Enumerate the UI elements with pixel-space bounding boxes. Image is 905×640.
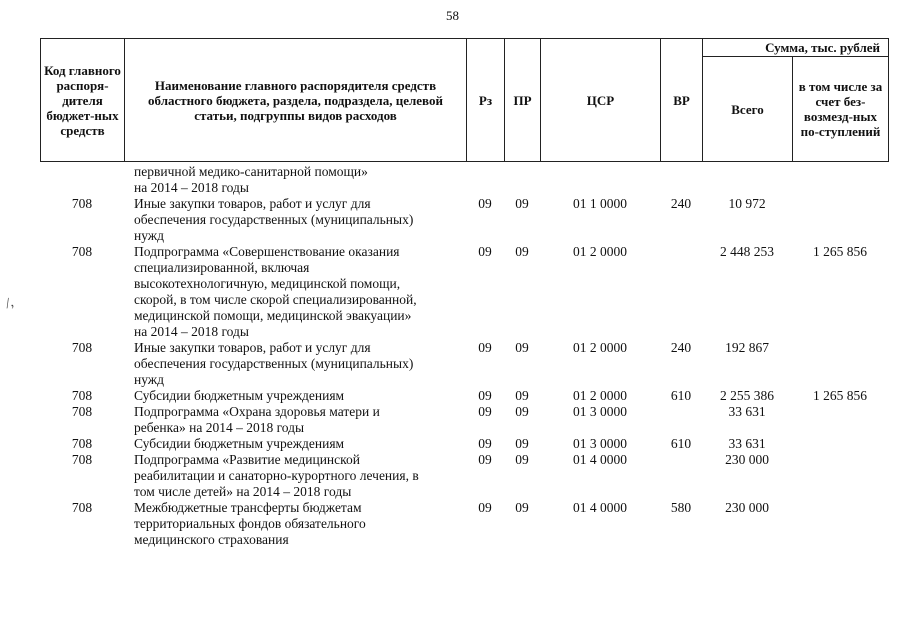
row-csr: 01 4 0000	[573, 500, 627, 515]
row-name	[124, 244, 466, 340]
header-total: Всего	[703, 57, 793, 162]
row-name	[124, 388, 466, 404]
row-rz: 09	[478, 404, 492, 419]
row-code: 708	[71, 436, 93, 451]
table-row	[40, 452, 888, 500]
row-vr: 240	[670, 340, 692, 355]
row-csr	[540, 164, 660, 196]
row-rz: 09	[478, 196, 492, 211]
row-total: 230 000	[725, 452, 769, 467]
row-free: 1 265 856	[813, 244, 867, 259]
row-rz: 09	[478, 244, 492, 259]
row-name	[124, 404, 466, 436]
row-vr: 610	[670, 436, 692, 451]
row-name-line: обеспечения государственных (муниципальных)	[134, 356, 414, 371]
header-pr: ПР	[505, 39, 541, 162]
row-rz	[466, 164, 504, 196]
row-rz: 09	[478, 436, 492, 451]
header-sum: Сумма, тыс. рублей	[703, 39, 889, 57]
row-rz: 09	[478, 452, 492, 467]
row-code: 708	[71, 452, 93, 467]
row-pr: 09	[515, 388, 529, 403]
row-total: 10 972	[728, 196, 766, 211]
row-total: 192 867	[725, 340, 769, 355]
row-free	[792, 452, 888, 500]
row-rz: 09	[478, 340, 492, 355]
row-free	[792, 164, 888, 196]
row-free	[792, 500, 888, 548]
row-code	[40, 164, 124, 196]
row-name-line: Иные закупки товаров, работ и услуг для	[134, 196, 371, 211]
row-total: 2 255 386	[720, 388, 774, 403]
row-free: 1 265 856	[813, 388, 867, 403]
row-name	[124, 340, 466, 388]
row-code: 708	[71, 388, 93, 403]
row-free	[792, 340, 888, 388]
row-name-line: Подпрограмма «Совершенствование оказания	[134, 244, 400, 259]
row-rz: 09	[478, 500, 492, 515]
row-name-line: медицинского страхования	[134, 532, 289, 547]
header-vr: ВР	[661, 39, 703, 162]
row-name-line: реабилитации и санаторно-курортного лечения, в	[134, 468, 419, 483]
row-free	[792, 436, 888, 452]
row-vr: 610	[670, 388, 692, 403]
margin-mark: /,	[3, 295, 16, 312]
row-pr: 09	[515, 500, 529, 515]
row-csr: 01 2 0000	[573, 244, 627, 259]
table-row	[40, 436, 888, 452]
row-pr	[504, 164, 540, 196]
header-code: Код главного распоря-дителя бюджет-ных средств	[41, 39, 125, 162]
row-vr	[660, 452, 702, 500]
row-name-line: на 2014 – 2018 годы	[134, 180, 249, 195]
row-pr: 09	[515, 404, 529, 419]
row-name	[124, 500, 466, 548]
row-total: 230 000	[725, 500, 769, 515]
row-pr: 09	[515, 436, 529, 451]
row-csr: 01 3 0000	[573, 436, 627, 451]
row-name-line: на 2014 – 2018 годы	[134, 324, 249, 339]
row-rz: 09	[478, 388, 492, 403]
row-code: 708	[71, 244, 93, 259]
row-name-line: территориальных фондов обязательного	[134, 516, 366, 531]
row-name-line: Иные закупки товаров, работ и услуг для	[134, 340, 371, 355]
row-code: 708	[71, 500, 93, 515]
row-name-line: Межбюджетные трансферты бюджетам	[134, 500, 362, 515]
row-name-line: скорой, в том числе скорой специализированной,	[134, 292, 417, 307]
table-row	[40, 388, 888, 404]
row-total	[702, 164, 792, 196]
table-row	[40, 196, 888, 244]
row-vr	[660, 244, 702, 340]
row-name	[124, 452, 466, 500]
row-name-line: Субсидии бюджетным учреждениям	[134, 436, 345, 451]
row-csr: 01 2 0000	[573, 388, 627, 403]
row-csr: 01 4 0000	[573, 452, 627, 467]
row-csr: 01 2 0000	[573, 340, 627, 355]
row-free	[792, 404, 888, 436]
row-name-line: ребенка» на 2014 – 2018 годы	[134, 420, 305, 435]
row-name-line: специализированной, включая	[134, 260, 310, 275]
row-csr: 01 3 0000	[573, 404, 627, 419]
row-name-line: первичной медико-санитарной помощи»	[134, 164, 368, 179]
table-body	[40, 164, 888, 548]
row-pr: 09	[515, 452, 529, 467]
row-pr: 09	[515, 244, 529, 259]
row-csr: 01 1 0000	[573, 196, 627, 211]
header-rz: Рз	[467, 39, 505, 162]
header-free: в том числе за счет без-возмезд-ных по-ступлений	[793, 57, 889, 162]
row-name-line: том числе детей» на 2014 – 2018 годы	[134, 484, 352, 499]
row-name-line: нужд	[134, 228, 164, 243]
row-name-line: Подпрограмма «Развитие медицинской	[134, 452, 360, 467]
row-total: 33 631	[728, 436, 766, 451]
row-vr	[660, 404, 702, 436]
row-name-line: Субсидии бюджетным учреждениям	[134, 388, 345, 403]
table-row	[40, 164, 888, 196]
row-total: 2 448 253	[720, 244, 774, 259]
row-code: 708	[71, 196, 93, 211]
row-total: 33 631	[728, 404, 766, 419]
table-row	[40, 244, 888, 340]
table-header	[40, 38, 889, 162]
row-pr: 09	[515, 196, 529, 211]
row-code: 708	[71, 404, 93, 419]
header-csr: ЦСР	[541, 39, 661, 162]
row-free	[792, 196, 888, 244]
row-pr: 09	[515, 340, 529, 355]
row-name-line: медицинской помощи, медицинской эвакуации»	[134, 308, 412, 323]
row-vr: 240	[670, 196, 692, 211]
table-row	[40, 404, 888, 436]
row-vr	[660, 164, 702, 196]
row-name-line: Подпрограмма «Охрана здоровья матери и	[134, 404, 380, 419]
row-name-line: высокотехнологичную, медицинской помощи,	[134, 276, 401, 291]
row-name	[124, 436, 466, 452]
row-vr: 580	[670, 500, 692, 515]
table-row	[40, 340, 888, 388]
row-code: 708	[71, 340, 93, 355]
row-name-line: обеспечения государственных (муниципальных)	[134, 212, 414, 227]
table-row	[40, 500, 888, 548]
page-number: 58	[446, 8, 459, 23]
row-name-line: нужд	[134, 372, 164, 387]
row-name	[124, 196, 466, 244]
row-name	[124, 164, 466, 196]
header-name: Наименование главного распорядителя средств областного бюджета, раздела, подраздела, целевой статьи, подгруппы видов расходов	[125, 39, 467, 162]
